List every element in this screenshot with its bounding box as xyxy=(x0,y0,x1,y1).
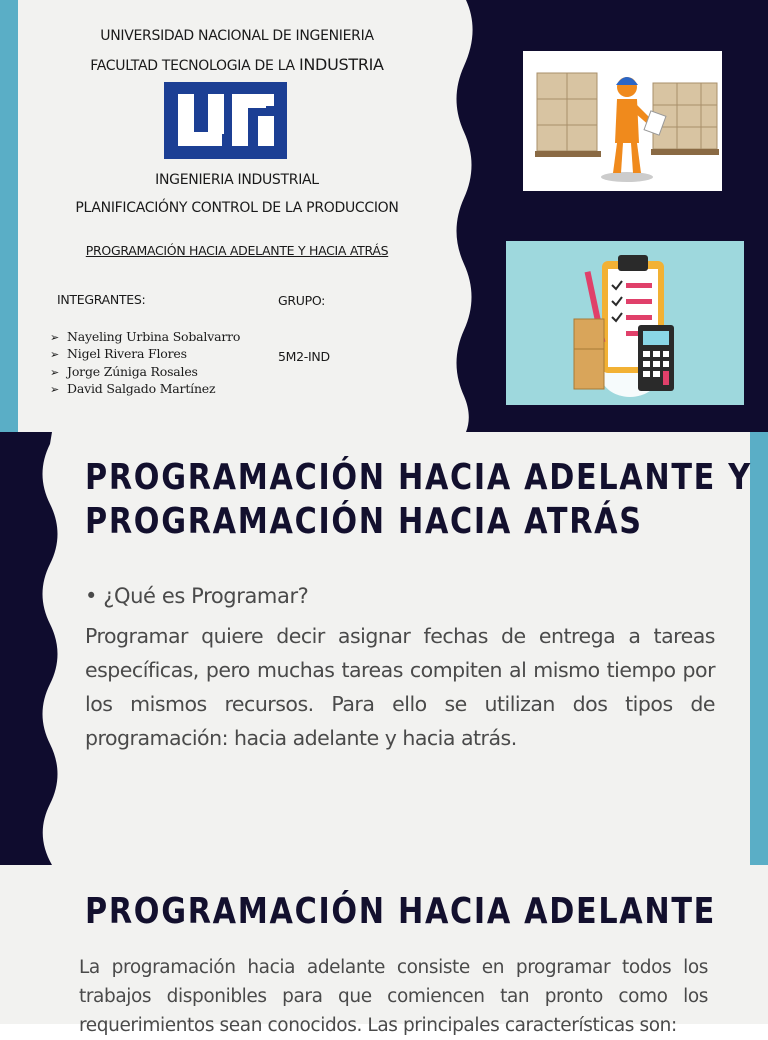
definition-slide xyxy=(0,432,768,865)
list-item: ➢ David Salgado Martínez xyxy=(50,380,240,397)
question-bullet: • ¿Qué es Programar? xyxy=(85,584,309,608)
warehouse-worker-icon xyxy=(523,51,722,191)
forward-scheduling-paragraph: La programación hacia adelante consiste en programar todos los trabajos disponibles para que comiencen tan pronto como los requerimientos sean conocidos. Las principales características son: xyxy=(79,957,708,1036)
topic-title: PROGRAMACIÓN HACIA ADELANTE Y HACIA ATRÁS xyxy=(85,243,389,258)
uni-logo-icon xyxy=(164,82,287,159)
group-value: 5M2-IND xyxy=(278,349,330,364)
group-label: GRUPO: xyxy=(278,293,326,308)
university-name: UNIVERSIDAD NACIONAL DE INGENIERIA xyxy=(100,28,374,44)
slide-title-line-1: PROGRAMACIÓN HACIA ADELANTE Y xyxy=(85,457,752,498)
faculty-prefix: FACULTAD TECNOLOGIA DE LA xyxy=(90,58,295,74)
list-item: ➢ Jorge Zúniga Rosales xyxy=(50,363,240,380)
faculty-name xyxy=(27,55,447,74)
members-label: INTEGRANTES: xyxy=(57,292,146,307)
clipboard-calculator-icon xyxy=(506,241,744,405)
faculty-emphasis: INDUSTRIA xyxy=(298,55,384,74)
slide-title-line-2: PROGRAMACIÓN HACIA ATRÁS xyxy=(85,501,643,542)
definition-paragraph: Programar quiere decir asignar fechas de entrega a tareas específicas, pero muchas tareas compiten al mismo tiempo por los mismos recursos. Para ello se utilizan dos tipos de programación: hacia adelante y hacia atrás. xyxy=(85,624,715,750)
list-item: ➢ Nayeling Urbina Sobalvarro xyxy=(50,328,240,345)
members-list xyxy=(50,328,240,397)
planning-clipboard-image xyxy=(506,241,744,405)
career-name: INGENIERIA INDUSTRIAL xyxy=(155,172,319,188)
list-item: ➢ Nigel Rivera Flores xyxy=(50,345,240,362)
warehouse-worker-image xyxy=(523,51,722,191)
forward-scheduling-slide xyxy=(0,865,768,1036)
slide-title: PROGRAMACIÓN HACIA ADELANTE xyxy=(85,891,717,932)
cover-slide xyxy=(0,0,768,432)
course-name: PLANIFICACIÓNY CONTROL DE LA PRODUCCION xyxy=(75,200,399,216)
